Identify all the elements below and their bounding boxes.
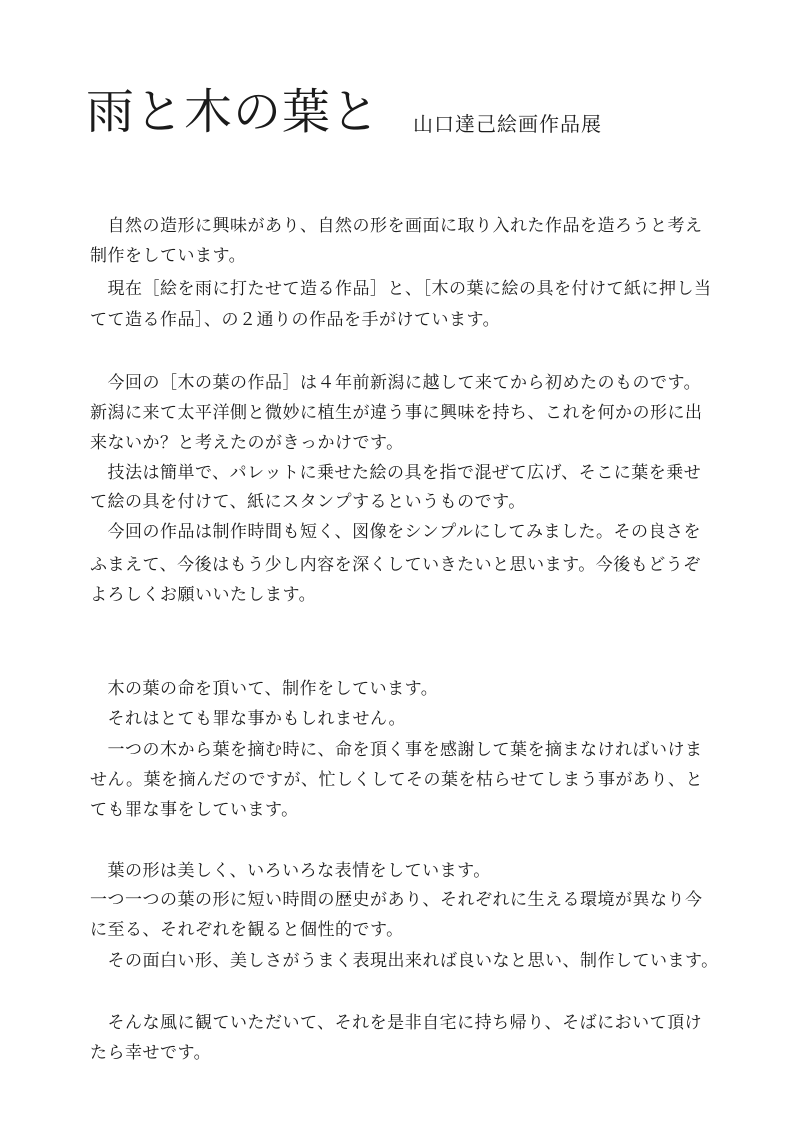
text-line: 今回の［木の葉の作品］は４年前新潟に越して来てから初めたのものです。 [90,373,702,393]
text-line: 一つ一つの葉の形に短い時間の歴史があり、それぞれに生える環境が異なり今 [90,890,703,910]
text-line: その面白い形、美しさがうまく表現出来れば良いなと思い、制作しています。 [90,951,719,971]
exhibition-subtitle: 山口達己絵画作品展 [413,112,602,136]
text-line: 今回の作品は制作時間も短く、図像をシンプルにしてみました。その良さを [90,522,702,542]
text-line: 新潟に来て太平洋側と微妙に植生が違う事に興味を持ち、これを何かの形に出 [90,403,703,423]
text-line: てて造る作品］、の２通りの作品を手がけています。 [90,310,501,330]
text-line: 自然の造形に興味があり、自然の形を画面に取り入れた作品を造ろうと考え [90,216,703,236]
text-line: て絵の具を付けて、紙にスタンプするというものです。 [90,492,526,512]
text-line: ても罪な事をしています。 [90,800,299,820]
text-line: 技法は簡単で、パレットに乗せた絵の具を指で混ぜて広げ、そこに葉を乗せ [90,463,702,483]
text-line: そんな風に観ていただいて、それを是非自宅に持ち帰り、そばにおいて頂け [90,1013,703,1033]
text-line: ふまえて、今後はもう少し内容を深くしていきたいと思います。今後もどうぞ [90,555,701,575]
text-line: 来ないか？と考えたのがきっかけです。 [90,433,404,453]
text-line: 一つの木から葉を摘む時に、命を頂く事を感謝して葉を摘まなければいけま [90,740,703,760]
text-line: それはとても罪な事かもしれません。 [90,709,407,729]
text-line: 現在［絵を雨に打たせて造る作品］と、［木の葉に絵の具を付けて紙に押し当 [90,279,712,299]
text-line: 葉の形は美しく、いろいろな表情をしています。 [90,861,491,881]
text-line: に至る、それぞれを観ると個性的です。 [90,920,404,940]
header [86,84,602,140]
text-line: せん。葉を摘んだのですが、忙しくしてその葉を枯らせてしまう事があり、と [90,770,704,790]
text-line: 制作をしています。 [90,246,247,266]
text-line: よろしくお願いいたします。 [90,585,317,605]
text-line: 木の葉の命を頂いて、制作をしています。 [90,679,439,699]
page-title: 雨と木の葉と [86,84,381,140]
text-line: たら幸せです。 [90,1043,212,1063]
